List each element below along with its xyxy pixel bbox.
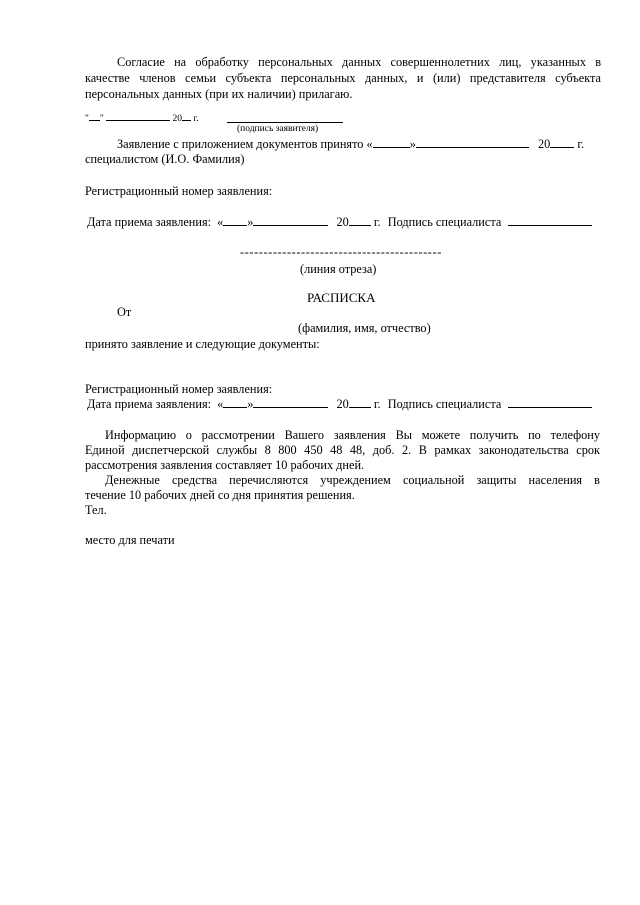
receipt2-month-blank[interactable] [253,397,328,408]
applicant-date-line: " " 20 г. [85,114,199,124]
cut-line: ------------------------------------------- [240,245,442,259]
acceptance-specialist: специалистом (И.О. Фамилия) [85,152,245,166]
receipt1-month-blank[interactable] [253,215,328,226]
receipt2-year-blank[interactable] [349,397,371,408]
info-line-2: Единой диспетчерской службы 8 800 450 48 48, доб. 2. В рамках законодательства срок [85,443,600,457]
info-line-4: Денежные средства перечисляются учреждением социальной защиты населения в [105,473,600,487]
receipt-from: От [117,305,132,319]
receipt2-day-blank[interactable] [223,397,247,408]
name-caption: (фамилия, имя, отчество) [298,321,431,335]
acceptance-year-blank[interactable] [550,137,574,148]
accepted-documents-text: принято заявление и следующие документы: [85,337,320,351]
year-blank[interactable] [182,112,191,121]
stamp-place: место для печати [85,533,175,547]
info-line-5: течение 10 рабочих дней со дня принятия решения. [85,488,355,502]
receipt-title: РАСПИСКА [307,290,376,305]
consent-line-2: качестве членов семьи субъекта персональных данных, и (или) представителя субъекта [85,71,601,85]
receipt1-day-blank[interactable] [223,215,247,226]
acceptance-line: Заявление с приложением документов принято « » 20 г. [117,137,585,151]
day-blank[interactable] [89,112,100,121]
acceptance-month-blank[interactable] [416,137,529,148]
consent-line-1: Согласие на обработку персональных данных совершеннолетних лиц, указанных в [117,55,601,69]
receipt-date-line-1: Дата приема заявления: « » 20 г. Подпись специалиста [87,215,592,230]
info-line-1: Информацию о рассмотрении Вашего заявления Вы можете получить по телефону [105,428,600,442]
cut-line-label: (линия отреза) [300,262,377,276]
receipt-date-line-2: Дата приема заявления: « » 20 г. Подпись специалиста [87,397,592,412]
consent-line-3: персональных данных (при их наличии) прилагаю. [85,87,353,101]
info-line-3: рассмотрения заявления составляет 10 рабочих дней. [85,458,365,472]
receipt1-signature-blank[interactable] [508,215,592,226]
acceptance-day-blank[interactable] [373,137,410,148]
receipt2-signature-blank[interactable] [508,397,592,408]
registration-label-2: Регистрационный номер заявления: [85,382,273,396]
month-blank[interactable] [106,112,170,121]
receipt1-year-blank[interactable] [349,215,371,226]
phone-label: Тел. [85,503,107,517]
signature-caption: (подпись заявителя) [237,124,319,134]
applicant-signature-blank[interactable] [227,122,343,123]
registration-label-1: Регистрационный номер заявления: [85,184,273,198]
